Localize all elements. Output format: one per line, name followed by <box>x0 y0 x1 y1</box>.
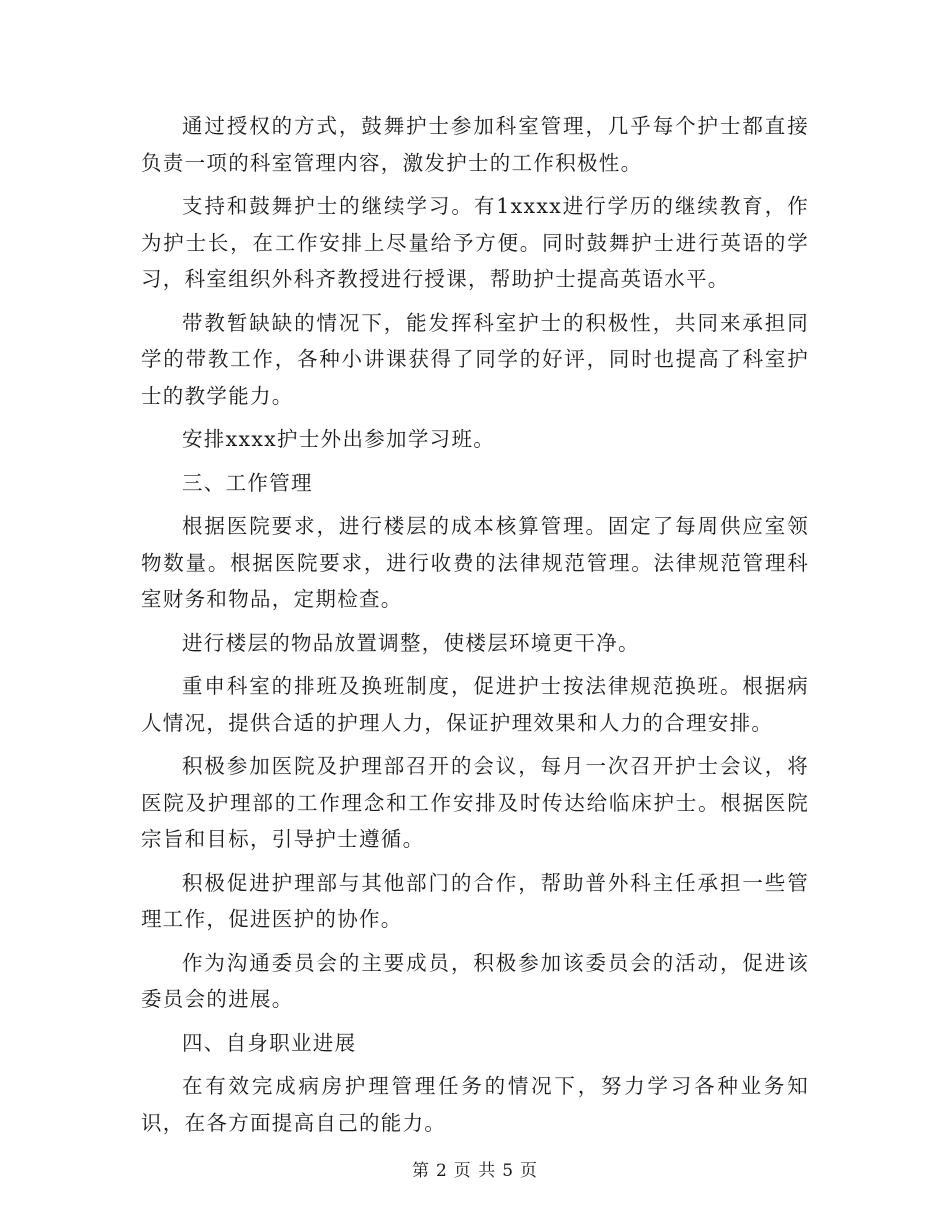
paragraph: 重申科室的排班及换班制度，促进护士按法律规范换班。根据病人情况，提供合适的护理人力，保证护理效果和人力的合理安排。 <box>141 674 809 735</box>
footer-label-middle: 页 共 <box>453 1161 497 1181</box>
page-footer <box>0 1156 950 1181</box>
paragraph: 带教暂缺缺的情况下，能发挥科室护士的积极性，共同来承担同学的带教工作，各种小讲课获得了同学的好评，同时也提高了科室护士的教学能力。 <box>141 310 809 408</box>
section-heading: 四、自身职业进展 <box>182 1030 357 1055</box>
footer-label-before: 第 <box>411 1161 430 1181</box>
paragraph: 根据医院要求，进行楼层的成本核算管理。固定了每周供应室领物数量。根据医院要求，进行收费的法律规范管理。法律规范管理科室财务和物品，定期检查。 <box>141 514 809 611</box>
document-body <box>141 108 809 1148</box>
total-page-count: 5 <box>502 1161 515 1181</box>
paragraph: 支持和鼓舞护士的继续学习。有1xxxx进行学历的继续教育，作为护士长，在工作安排上尽量给予方便。同时鼓舞护士进行英语的学习，科室组织外科齐教授进行授课，帮助护士提高英语水平。 <box>141 194 809 291</box>
section-heading: 三、工作管理 <box>182 470 313 495</box>
footer-label-after: 页 <box>520 1161 539 1181</box>
current-page-number: 2 <box>435 1161 448 1181</box>
paragraph: 通过授权的方式，鼓舞护士参加科室管理，几乎每个护士都直接负责一项的科室管理内容，激发护士的工作积极性。 <box>141 114 809 175</box>
paragraph: 在有效完成病房护理管理任务的情况下，努力学习各种业务知识，在各方面提高自己的能力。 <box>141 1074 809 1135</box>
paragraph: 积极促进护理部与其他部门的合作，帮助普外科主任承担一些管理工作，促进医护的协作。 <box>141 870 809 931</box>
paragraph: 作为沟通委员会的主要成员，积极参加该委员会的活动，促进该委员会的进展。 <box>141 950 809 1011</box>
paragraph: 积极参加医院及护理部召开的会议，每月一次召开护士会议，将医院及护理部的工作理念和工作安排及时传达给临床护士。根据医院宗旨和目标，引导护士遵循。 <box>141 754 809 851</box>
paragraph: 进行楼层的物品放置调整，使楼层环境更干净。 <box>182 630 640 655</box>
paragraph: 安排xxxx护士外出参加学习班。 <box>182 427 496 451</box>
